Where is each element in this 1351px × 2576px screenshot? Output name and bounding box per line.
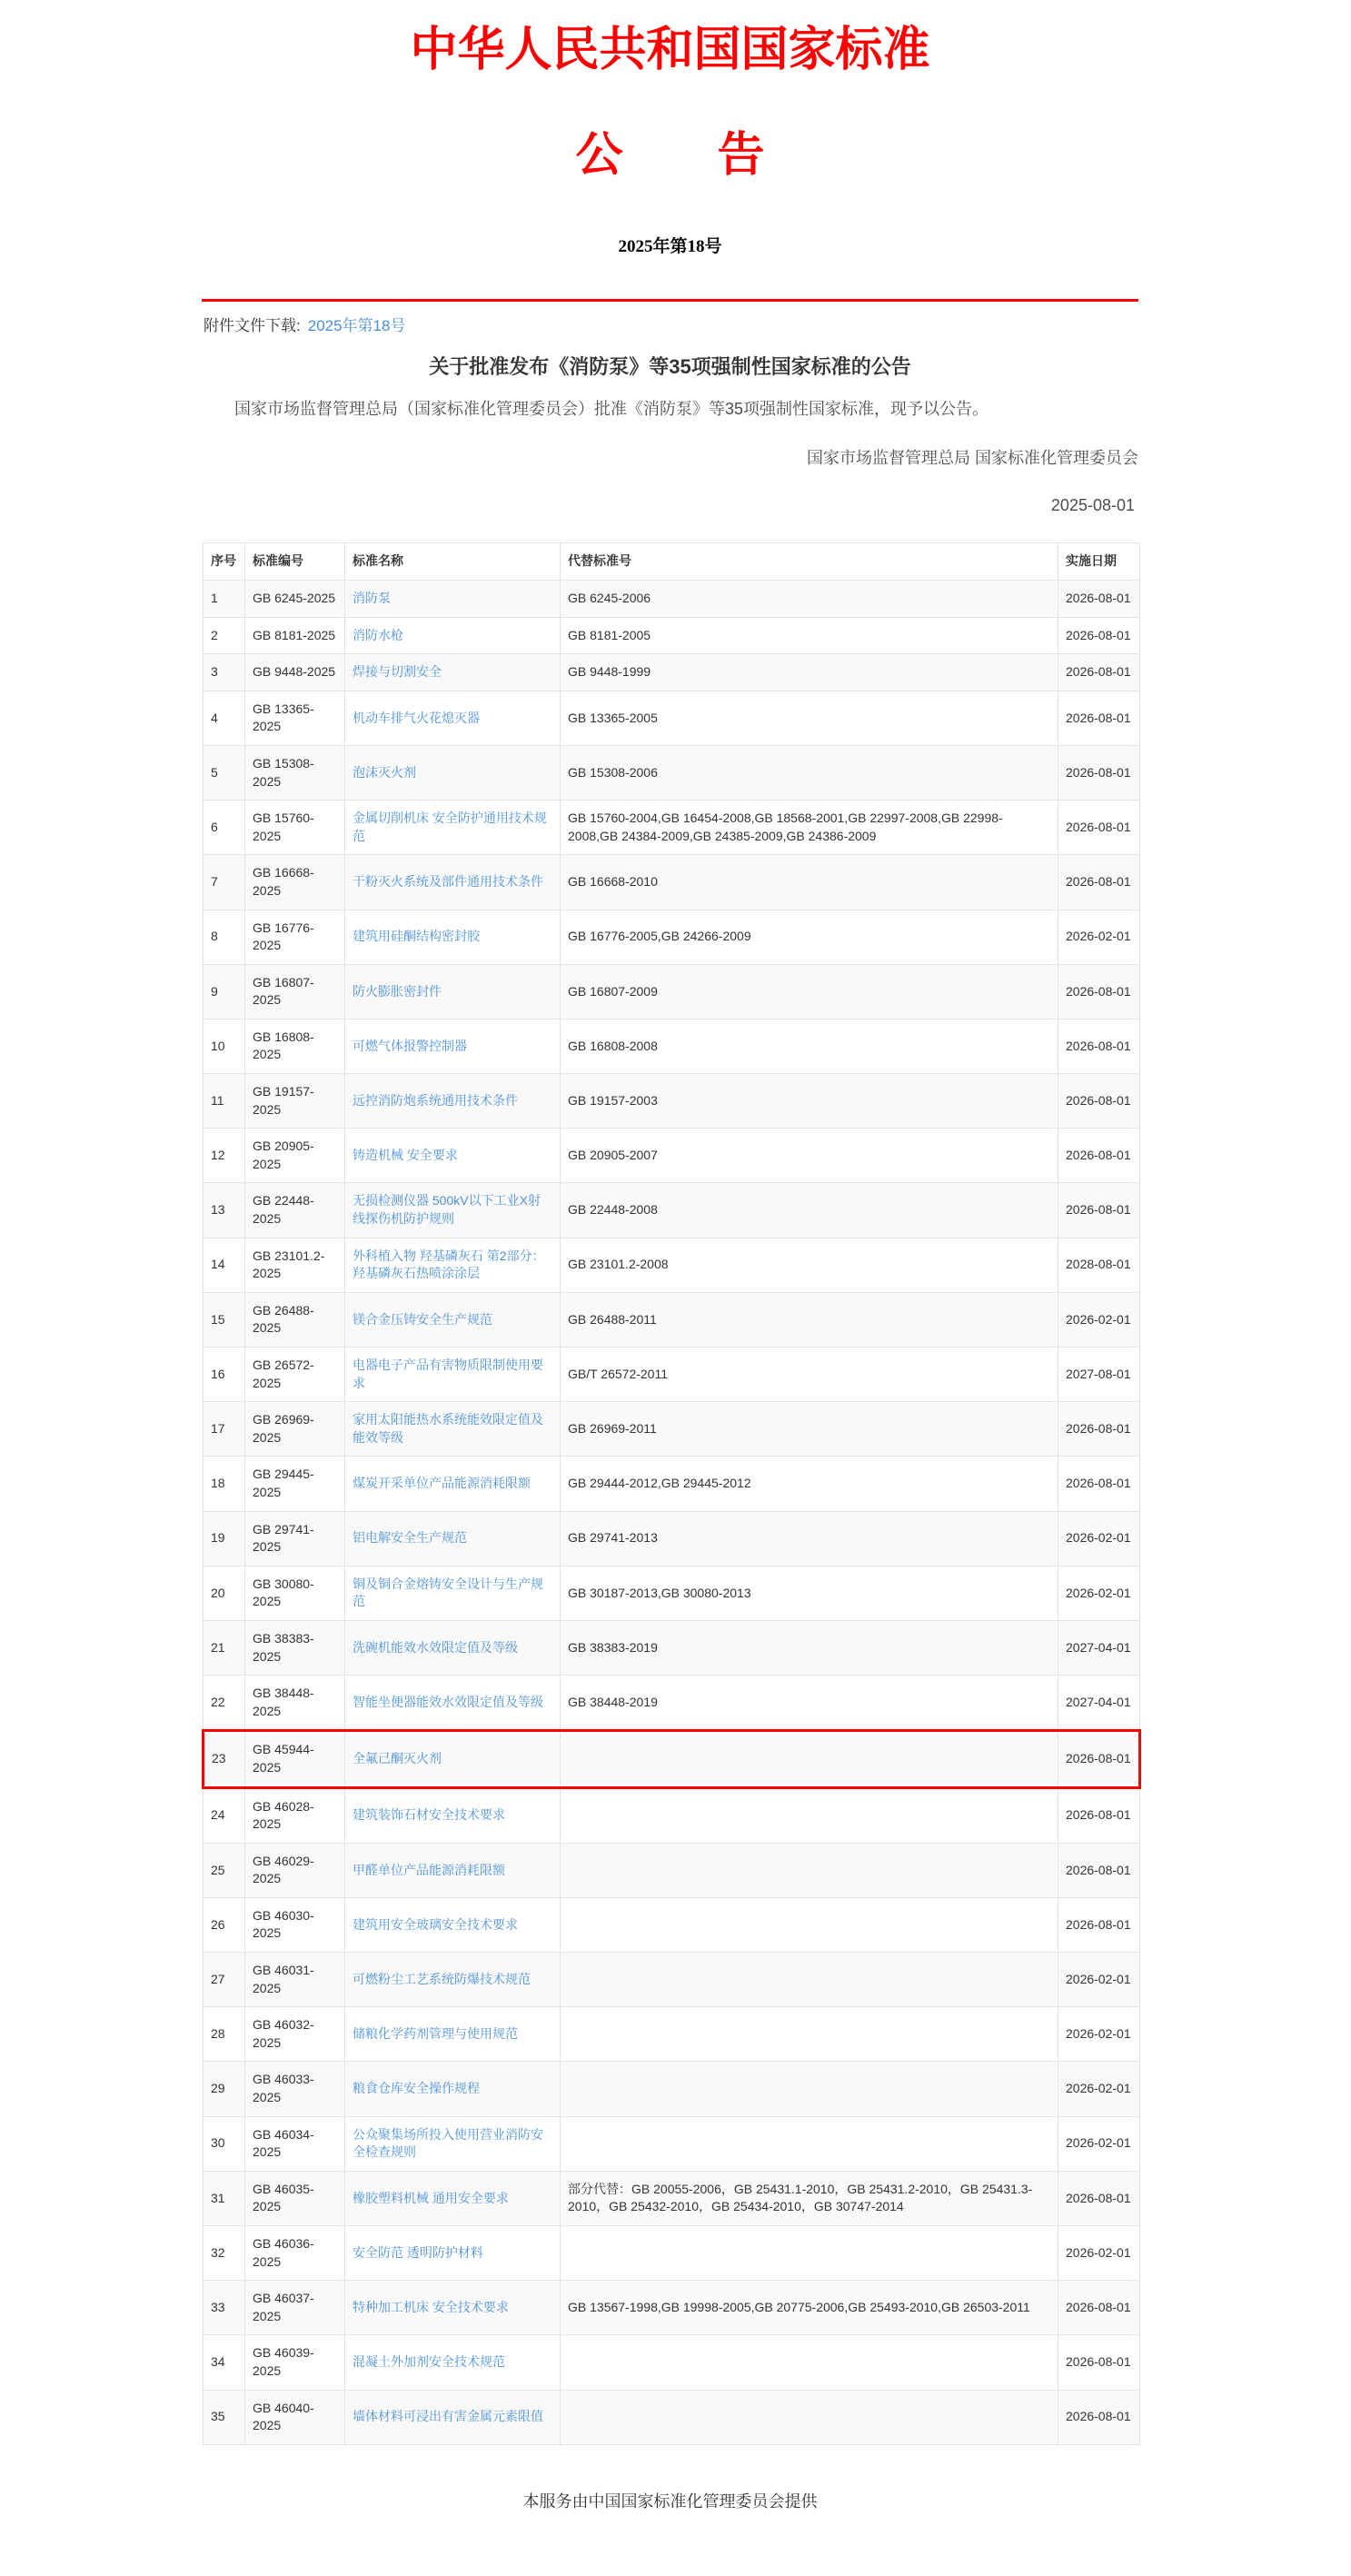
standard-name-link[interactable]: 铜及铜合金熔铸安全设计与生产规范 [353, 1576, 543, 1609]
standard-name-link[interactable]: 特种加工机床 安全技术要求 [353, 2300, 509, 2314]
replaced-standards-cell [561, 1953, 1058, 2007]
standard-number-cell: GB 16776-2025 [245, 910, 345, 964]
standard-name-cell [345, 2007, 561, 2062]
table-row [204, 654, 1140, 691]
standard-number-cell: GB 46031-2025 [245, 1953, 345, 2007]
replaced-standards-cell [561, 1843, 1058, 1897]
implementation-date-cell: 2028-08-01 [1058, 1238, 1140, 1292]
standard-name-link[interactable]: 橡胶塑料机械 通用安全要求 [353, 2190, 509, 2205]
standard-name-link[interactable]: 外科植入物 羟基磷灰石 第2部分：羟基磷灰石热喷涂涂层 [353, 1248, 545, 1281]
document-content [202, 0, 1138, 2512]
standard-number-cell: GB 46037-2025 [245, 2281, 345, 2335]
row-index-cell: 27 [204, 1953, 245, 2007]
table-row [204, 2335, 1140, 2390]
page-title: 中华人民共和国国家标准 [410, 25, 930, 76]
issuer-line: 国家市场监督管理总局 国家标准化管理委员会 [807, 449, 1138, 468]
row-index-cell: 8 [204, 910, 245, 964]
replaced-standards-cell: GB 20905-2007 [561, 1129, 1058, 1183]
replaced-standards-cell: GB 29741-2013 [561, 1511, 1058, 1566]
table-row [204, 1348, 1140, 1402]
standard-name-cell [345, 745, 561, 800]
row-index-cell: 14 [204, 1238, 245, 1292]
standard-name-cell [345, 1074, 561, 1129]
standard-name-cell [345, 1238, 561, 1292]
row-index-cell: 22 [204, 1676, 245, 1731]
row-index-cell: 6 [204, 801, 245, 855]
row-index-cell: 10 [204, 1019, 245, 1073]
replaced-standards-cell [561, 2116, 1058, 2171]
standard-number-cell: GB 30080-2025 [245, 1566, 345, 1620]
table-row [204, 1129, 1140, 1183]
row-index-cell: 34 [204, 2335, 245, 2390]
implementation-date-cell: 2026-02-01 [1058, 2116, 1140, 2171]
implementation-date-cell: 2026-02-01 [1058, 2007, 1140, 2062]
table-row [204, 855, 1140, 910]
table-row [204, 2116, 1140, 2171]
standard-number-cell: GB 46030-2025 [245, 1897, 345, 1952]
standard-name-cell [345, 1402, 561, 1457]
row-index-cell: 16 [204, 1348, 245, 1402]
standard-name-cell [345, 1129, 561, 1183]
standard-name-link[interactable]: 建筑装饰石材安全技术要求 [353, 1807, 505, 1823]
standard-number-cell: GB 16668-2025 [245, 855, 345, 910]
announcement-title: 关于批准发布《消防泵》等35项强制性国家标准的公告 [429, 354, 911, 378]
table-row [204, 1620, 1140, 1675]
table-row [204, 964, 1140, 1019]
standard-name-cell [345, 580, 561, 617]
standard-name-cell [345, 2062, 561, 2116]
standard-number-cell: GB 46034-2025 [245, 2116, 345, 2171]
row-index-cell: 21 [204, 1620, 245, 1675]
standard-name-link[interactable]: 可燃粉尘工艺系统防爆技术规范 [353, 1971, 531, 1986]
table-row [204, 1676, 1140, 1731]
implementation-date-cell: 2026-08-01 [1058, 2335, 1140, 2390]
row-index-cell: 19 [204, 1511, 245, 1566]
row-index-cell: 7 [204, 855, 245, 910]
header-standard-name: 标准名称 [345, 543, 561, 581]
standard-name-link[interactable]: 公众聚集场所投入使用营业消防安全检查规则 [353, 2126, 543, 2160]
standard-name-cell [345, 1676, 561, 1731]
header-standard-number: 标准编号 [245, 543, 345, 581]
table-header-row [204, 543, 1140, 581]
table-row [204, 2171, 1140, 2225]
table-row [204, 1074, 1140, 1129]
row-index-cell: 18 [204, 1457, 245, 1511]
header-row-index: 序号 [204, 543, 245, 581]
standard-number-cell: GB 45944-2025 [245, 1731, 345, 1787]
standard-number-cell: GB 23101.2-2025 [245, 1238, 345, 1292]
standard-name-link[interactable]: 洗碗机能效水效限定值及等级 [353, 1639, 518, 1655]
implementation-date-cell: 2026-02-01 [1058, 1953, 1140, 2007]
table-row [204, 801, 1140, 855]
replaced-standards-cell [561, 2007, 1058, 2062]
row-index-cell: 26 [204, 1897, 245, 1952]
implementation-date-cell: 2026-08-01 [1058, 964, 1140, 1019]
standard-name-cell [345, 1348, 561, 1402]
standard-number-cell: GB 38448-2025 [245, 1676, 345, 1731]
table-row [204, 2226, 1140, 2281]
standard-name-cell [345, 2281, 561, 2335]
replaced-standards-cell: GB 16668-2010 [561, 855, 1058, 910]
replaced-standards-cell: GB 6245-2006 [561, 580, 1058, 617]
row-index-cell: 20 [204, 1566, 245, 1620]
implementation-date-cell: 2026-08-01 [1058, 1843, 1140, 1897]
replaced-standards-cell: GB 26969-2011 [561, 1402, 1058, 1457]
implementation-date-cell: 2026-08-01 [1058, 1731, 1140, 1787]
standard-name-cell [345, 1457, 561, 1511]
replaced-standards-cell: GB 16776-2005,GB 24266-2009 [561, 910, 1058, 964]
row-index-cell: 3 [204, 654, 245, 691]
standard-number-cell: GB 38383-2025 [245, 1620, 345, 1675]
standard-number-cell: GB 22448-2025 [245, 1183, 345, 1238]
row-index-cell: 29 [204, 2062, 245, 2116]
standard-name-cell [345, 1620, 561, 1675]
table-row [204, 1183, 1140, 1238]
standard-number-cell: GB 15308-2025 [245, 745, 345, 800]
standard-name-link[interactable]: 全氟己酮灭火剂 [353, 1751, 442, 1766]
standard-number-cell: GB 46028-2025 [245, 1787, 345, 1843]
standard-number-cell: GB 16807-2025 [245, 964, 345, 1019]
standards-table-body [204, 580, 1140, 2444]
standard-name-cell [345, 1953, 561, 2007]
row-index-cell: 11 [204, 1074, 245, 1129]
row-index-cell: 30 [204, 2116, 245, 2171]
attachment-download-link[interactable]: 2025年第18号 [307, 316, 406, 334]
implementation-date-cell: 2026-08-01 [1058, 801, 1140, 855]
issue-number: 2025年第18号 [618, 236, 722, 256]
attachment-label: 附件文件下载: [204, 316, 301, 334]
standard-number-cell: GB 26572-2025 [245, 1348, 345, 1402]
standard-name-cell [345, 801, 561, 855]
standard-number-cell: GB 46040-2025 [245, 2390, 345, 2444]
standard-number-cell: GB 46035-2025 [245, 2171, 345, 2225]
table-row [204, 691, 1140, 745]
row-index-cell: 35 [204, 2390, 245, 2444]
standard-name-link[interactable]: 干粉灭火系统及部件通用技术条件 [353, 874, 543, 890]
replaced-standards-cell: GB/T 26572-2011 [561, 1348, 1058, 1402]
standard-name-cell [345, 964, 561, 1019]
standard-name-cell [345, 2171, 561, 2225]
header-implementation-date: 实施日期 [1058, 543, 1140, 581]
standard-number-cell: GB 26488-2025 [245, 1292, 345, 1347]
table-row [204, 1731, 1140, 1787]
standard-name-link[interactable]: 安全防范 透明防护材料 [353, 2244, 483, 2260]
table-row [204, 1566, 1140, 1620]
footer-note: 本服务由中国国家标准化管理委员会提供 [522, 2491, 818, 2511]
standard-number-cell: GB 9448-2025 [245, 654, 345, 691]
implementation-date-cell: 2026-08-01 [1058, 1457, 1140, 1511]
standard-name-link[interactable]: 远控消防炮系统通用技术条件 [353, 1092, 518, 1108]
standard-number-cell: GB 6245-2025 [245, 580, 345, 617]
implementation-date-cell: 2026-08-01 [1058, 1897, 1140, 1952]
standard-name-cell [345, 2390, 561, 2444]
standard-name-link[interactable]: 粮食仓库安全操作规程 [353, 2081, 480, 2096]
standard-name-link[interactable]: 储粮化学药剂管理与使用规范 [353, 2026, 518, 2042]
attachment-row [202, 302, 1138, 339]
announcement-body: 国家市场监督管理总局（国家标准化管理委员会）批准《消防泵》等35项强制性国家标准，现予以公告。 [234, 399, 989, 418]
implementation-date-cell: 2026-08-01 [1058, 1129, 1140, 1183]
implementation-date-cell: 2026-08-01 [1058, 2390, 1140, 2444]
table-row [204, 1843, 1140, 1897]
replaced-standards-cell: 部分代替：GB 20055-2006，GB 25431.1-2010，GB 25431.2-2010，GB 25431.3-2010，GB 25432-2010，GB 25434-2010，GB 30747-2014 [561, 2171, 1058, 2225]
standard-name-link[interactable]: 电器电子产品有害物质限制使用要求 [353, 1358, 543, 1390]
implementation-date-cell: 2026-02-01 [1058, 910, 1140, 964]
standard-name-cell [345, 1511, 561, 1566]
table-row [204, 2281, 1140, 2335]
replaced-standards-cell: GB 16808-2008 [561, 1019, 1058, 1073]
standard-name-cell [345, 1183, 561, 1238]
standard-name-link[interactable]: 泡沫灭火剂 [353, 764, 416, 780]
standards-table [202, 542, 1141, 2444]
standard-name-cell [345, 1731, 561, 1787]
standard-name-cell [345, 910, 561, 964]
standard-number-cell: GB 20905-2025 [245, 1129, 345, 1183]
table-row [204, 745, 1140, 800]
standard-name-link[interactable]: 建筑用硅酮结构密封胶 [353, 929, 480, 944]
implementation-date-cell: 2026-02-01 [1058, 1566, 1140, 1620]
standard-number-cell: GB 8181-2025 [245, 617, 345, 654]
standard-name-cell [345, 1787, 561, 1843]
standard-name-link[interactable]: 甲醛单位产品能源消耗限额 [353, 1862, 505, 1877]
standard-name-cell [345, 1019, 561, 1073]
standard-name-link[interactable]: 消防泵 [353, 590, 391, 605]
replaced-standards-cell: GB 16807-2009 [561, 964, 1058, 1019]
row-index-cell: 15 [204, 1292, 245, 1347]
replaced-standards-cell: GB 23101.2-2008 [561, 1238, 1058, 1292]
implementation-date-cell: 2026-02-01 [1058, 2062, 1140, 2116]
standard-name-cell [345, 691, 561, 745]
standard-name-cell [345, 1292, 561, 1347]
replaced-standards-cell: GB 29444-2012,GB 29445-2012 [561, 1457, 1058, 1511]
standard-name-link[interactable]: 消防水枪 [353, 627, 403, 642]
implementation-date-cell: 2026-08-01 [1058, 1402, 1140, 1457]
row-index-cell: 23 [204, 1731, 245, 1787]
standard-name-link[interactable]: 煤炭开采单位产品能源消耗限额 [353, 1476, 531, 1491]
row-index-cell: 13 [204, 1183, 245, 1238]
implementation-date-cell: 2027-08-01 [1058, 1348, 1140, 1402]
implementation-date-cell: 2026-08-01 [1058, 1183, 1140, 1238]
standard-name-link[interactable]: 焊接与切割安全 [353, 664, 442, 680]
replaced-standards-cell: GB 38383-2019 [561, 1620, 1058, 1675]
standard-name-cell [345, 855, 561, 910]
replaced-standards-cell: GB 38448-2019 [561, 1676, 1058, 1731]
table-row [204, 1953, 1140, 2007]
implementation-date-cell: 2026-02-01 [1058, 2226, 1140, 2281]
replaced-standards-cell [561, 1787, 1058, 1843]
replaced-standards-cell: GB 13567-1998,GB 19998-2005,GB 20775-2006,GB 25493-2010,GB 26503-2011 [561, 2281, 1058, 2335]
row-index-cell: 12 [204, 1129, 245, 1183]
standard-name-cell [345, 654, 561, 691]
standard-number-cell: GB 29741-2025 [245, 1511, 345, 1566]
table-row [204, 910, 1140, 964]
standard-name-link[interactable]: 墙体材料可浸出有害金属元素限值 [353, 2409, 543, 2424]
standard-name-cell [345, 617, 561, 654]
standard-name-link[interactable]: 金属切削机床 安全防护通用技术规范 [353, 811, 547, 843]
standard-name-link[interactable]: 家用太阳能热水系统能效限定值及能效等级 [353, 1412, 543, 1445]
table-row [204, 2007, 1140, 2062]
row-index-cell: 31 [204, 2171, 245, 2225]
replaced-standards-cell: GB 15308-2006 [561, 745, 1058, 800]
implementation-date-cell: 2026-08-01 [1058, 855, 1140, 910]
standard-number-cell: GB 46036-2025 [245, 2226, 345, 2281]
row-index-cell: 32 [204, 2226, 245, 2281]
replaced-standards-cell: GB 9448-1999 [561, 654, 1058, 691]
row-index-cell: 28 [204, 2007, 245, 2062]
implementation-date-cell: 2026-08-01 [1058, 1074, 1140, 1129]
replaced-standards-cell: GB 19157-2003 [561, 1074, 1058, 1129]
standard-name-link[interactable]: 镁合金压铸安全生产规范 [353, 1311, 492, 1327]
table-row [204, 1457, 1140, 1511]
table-row [204, 580, 1140, 617]
standard-number-cell: GB 46039-2025 [245, 2335, 345, 2390]
table-row [204, 1787, 1140, 1843]
implementation-date-cell: 2026-08-01 [1058, 1787, 1140, 1843]
standard-number-cell: GB 13365-2025 [245, 691, 345, 745]
row-index-cell: 2 [204, 617, 245, 654]
table-row [204, 2390, 1140, 2444]
implementation-date-cell: 2027-04-01 [1058, 1620, 1140, 1675]
replaced-standards-cell [561, 2226, 1058, 2281]
standard-number-cell: GB 46033-2025 [245, 2062, 345, 2116]
table-row [204, 1292, 1140, 1347]
replaced-standards-cell [561, 1731, 1058, 1787]
replaced-standards-cell [561, 1897, 1058, 1952]
standard-name-cell [345, 2335, 561, 2390]
standard-name-cell [345, 2116, 561, 2171]
standard-name-link[interactable]: 无损检测仪器 500kV以下工业X射线探伤机防护规则 [353, 1193, 541, 1227]
implementation-date-cell: 2026-08-01 [1058, 1019, 1140, 1073]
implementation-date-cell: 2026-08-01 [1058, 2281, 1140, 2335]
replaced-standards-cell [561, 2335, 1058, 2390]
replaced-standards-cell: GB 30187-2013,GB 30080-2013 [561, 1566, 1058, 1620]
standard-number-cell: GB 26969-2025 [245, 1402, 345, 1457]
implementation-date-cell: 2026-08-01 [1058, 745, 1140, 800]
standard-name-link[interactable]: 建筑用安全玻璃安全技术要求 [353, 1916, 518, 1932]
standard-name-link[interactable]: 铸造机械 安全要求 [353, 1148, 458, 1163]
standard-number-cell: GB 19157-2025 [245, 1074, 345, 1129]
replaced-standards-cell: GB 22448-2008 [561, 1183, 1058, 1238]
standard-number-cell: GB 46032-2025 [245, 2007, 345, 2062]
row-index-cell: 4 [204, 691, 245, 745]
standard-name-cell [345, 2226, 561, 2281]
row-index-cell: 1 [204, 580, 245, 617]
replaced-standards-cell [561, 2390, 1058, 2444]
standard-number-cell: GB 15760-2025 [245, 801, 345, 855]
implementation-date-cell: 2026-08-01 [1058, 617, 1140, 654]
implementation-date-cell: 2026-02-01 [1058, 1511, 1140, 1566]
table-row [204, 617, 1140, 654]
row-index-cell: 17 [204, 1402, 245, 1457]
standard-name-cell [345, 1566, 561, 1620]
standard-name-link[interactable]: 铝电解安全生产规范 [353, 1530, 467, 1546]
replaced-standards-cell: GB 15760-2004,GB 16454-2008,GB 18568-2001,GB 22997-2008,GB 22998-2008,GB 24384-2009,GB 24385-2009,GB 24386-2009 [561, 801, 1058, 855]
standard-name-cell [345, 1897, 561, 1952]
replaced-standards-cell: GB 26488-2011 [561, 1292, 1058, 1347]
standard-number-cell: GB 16808-2025 [245, 1019, 345, 1073]
implementation-date-cell: 2026-08-01 [1058, 654, 1140, 691]
row-index-cell: 5 [204, 745, 245, 800]
replaced-standards-cell: GB 13365-2005 [561, 691, 1058, 745]
table-row [204, 1019, 1140, 1073]
table-row [204, 2062, 1140, 2116]
implementation-date-cell: 2026-08-01 [1058, 691, 1140, 745]
implementation-date-cell: 2026-08-01 [1058, 580, 1140, 617]
standard-number-cell: GB 29445-2025 [245, 1457, 345, 1511]
replaced-standards-cell [561, 2062, 1058, 2116]
row-index-cell: 9 [204, 964, 245, 1019]
table-row [204, 1511, 1140, 1566]
row-index-cell: 24 [204, 1787, 245, 1843]
standard-name-link[interactable]: 可燃气体报警控制器 [353, 1038, 467, 1053]
header-replaced-standards: 代替标准号 [561, 543, 1058, 581]
table-row [204, 1897, 1140, 1952]
row-index-cell: 33 [204, 2281, 245, 2335]
standard-name-link[interactable]: 机动车排气火花熄灭器 [353, 710, 480, 725]
standard-number-cell: GB 46029-2025 [245, 1843, 345, 1897]
standard-name-link[interactable]: 混凝土外加剂安全技术规范 [353, 2354, 505, 2370]
implementation-date-cell: 2027-04-01 [1058, 1676, 1140, 1731]
issue-date: 2025-08-01 [1050, 496, 1135, 515]
standard-name-link[interactable]: 智能坐便器能效水效限定值及等级 [353, 1694, 543, 1709]
table-row [204, 1238, 1140, 1292]
standard-name-cell [345, 1843, 561, 1897]
implementation-date-cell: 2026-02-01 [1058, 1292, 1140, 1347]
row-index-cell: 25 [204, 1843, 245, 1897]
page-subtitle: 公 告 [575, 129, 765, 182]
standard-name-link[interactable]: 防火膨胀密封件 [353, 983, 442, 999]
implementation-date-cell: 2026-08-01 [1058, 2171, 1140, 2225]
replaced-standards-cell: GB 8181-2005 [561, 617, 1058, 654]
table-row [204, 1402, 1140, 1457]
